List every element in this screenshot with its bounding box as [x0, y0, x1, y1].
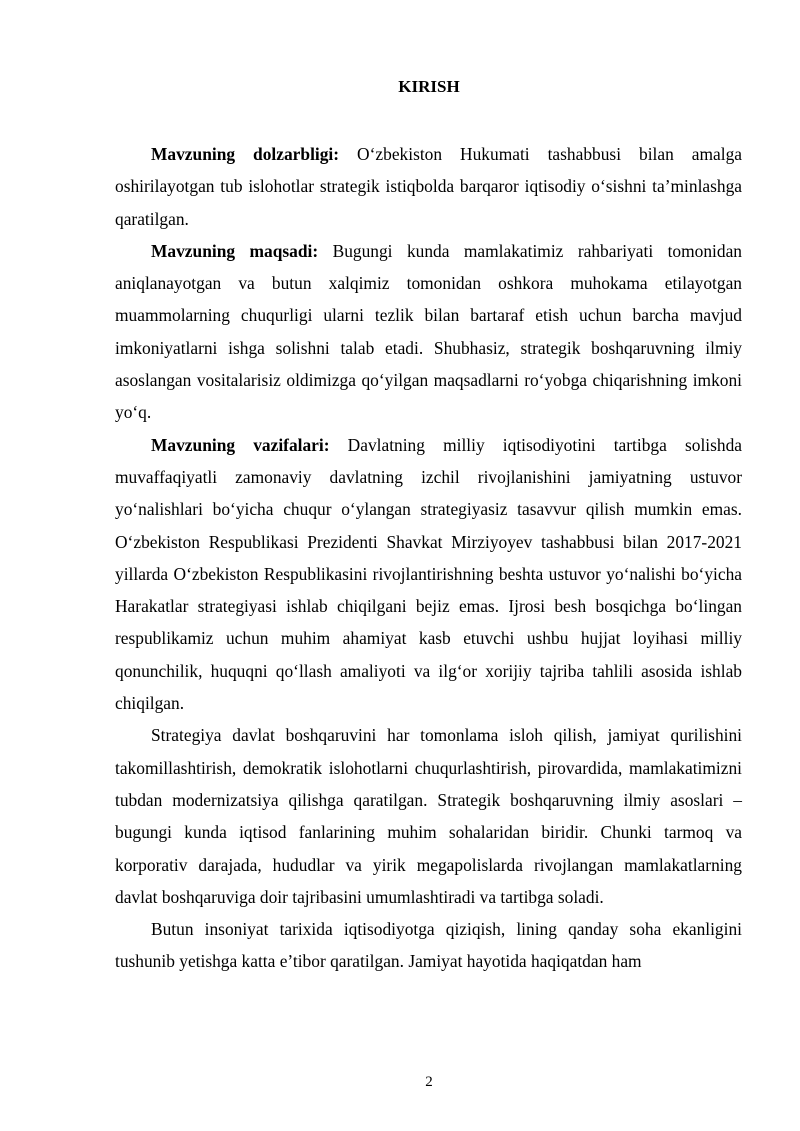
paragraph-tasks	[115, 429, 742, 720]
page-number: 2	[425, 1074, 433, 1090]
paragraph-lead: Mavzuning vazifalari:	[151, 434, 330, 455]
paragraph-text: Bugungi kunda mamlakatimiz rahbariyati tomonidan aniqlanayotgan va butun xalqimiz tomonidan oshkora muhokama etilayotgan muammolarning chuqurligi ularni tezlik bilan bartaraf etish uchun barcha mavjud imkoniyatlarni ishga solishni talab etadi. Shubhasiz, strategik boshqaruvning ilmiy asoslangan vositalarisiz oldimizga qo‘yilgan maqsadlarni ro‘yobga chiqarishning imkoni yo‘q.	[115, 240, 742, 423]
paragraph-lead: Mavzuning maqsadi:	[151, 240, 319, 261]
paragraph-text: Strategiya davlat boshqaruvini har tomonlama isloh qilish, jamiyat qurilishini takomillashtirish, demokratik islohotlarni chuqurlashtirish, pirovardida, mamlakatimizni tubdan modernizatsiya qilishga qaratilgan. Strategik boshqaruvning ilmiy asoslari – bugungi kunda iqtisod fanlarining muhim sohalaridan biridir. Chunki tarmoq va korporativ darajada, hududlar va yirik megapolislarda rivojlangan mamlakatlarning davlat boshqaruviga doir tajribasini umumlashtiradi va tartibga soladi.	[115, 725, 742, 907]
paragraph-goal	[115, 235, 742, 429]
paragraph-text: O‘zbekiston Hukumati tashabbusi bilan amalga oshirilayotgan tub islohotlar strategik istiqbolda barqaror iqtisodiy o‘sishni ta’minlashga qaratilgan.	[115, 144, 742, 229]
paragraph-text: Butun insoniyat tarixida iqtisodiyotga qiziqish, lining qanday soha ekanligini tushunib yetishga katta e’tibor qaratilgan. Jamiyat hayotida haqiqatdan ham	[115, 919, 742, 972]
paragraph-relevance	[115, 138, 742, 235]
body-text	[115, 138, 742, 978]
paragraph-strategy	[115, 719, 742, 913]
section-heading: KIRISH	[398, 77, 460, 96]
paragraph-text: Davlatning milliy iqtisodiyotini tartibga solishda muvaffaqiyatli zamonaviy davlatning izchil rivojlanishini jamiyatning ustuvor yo‘nalishlari bo‘yicha chuqur o‘ylangan strategiyasiz tasavvur qilish mumkin emas. O‘zbekiston Respublikasi Prezidenti Shavkat Mirziyoyev tashabbusi bilan 2017-2021 yillarda O‘zbekiston Respublikasini rivojlantirishning beshta ustuvor yo‘nalishi bo‘yicha Harakatlar strategiyasi ishlab chiqilgani bejiz emas. Ijrosi besh bosqichga bo‘lingan respublikamiz uchun muhim ahamiyat kasb etuvchi ushbu hujjat loyihasi milliy qonunchilik, huquqni qo‘llash amaliyoti va ilg‘or xorijiy tajriba tahlili asosida ishlab chiqilgan.	[115, 434, 742, 714]
paragraph-lead: Mavzuning dolzarbligi:	[151, 144, 340, 164]
paragraph-history	[115, 913, 742, 978]
